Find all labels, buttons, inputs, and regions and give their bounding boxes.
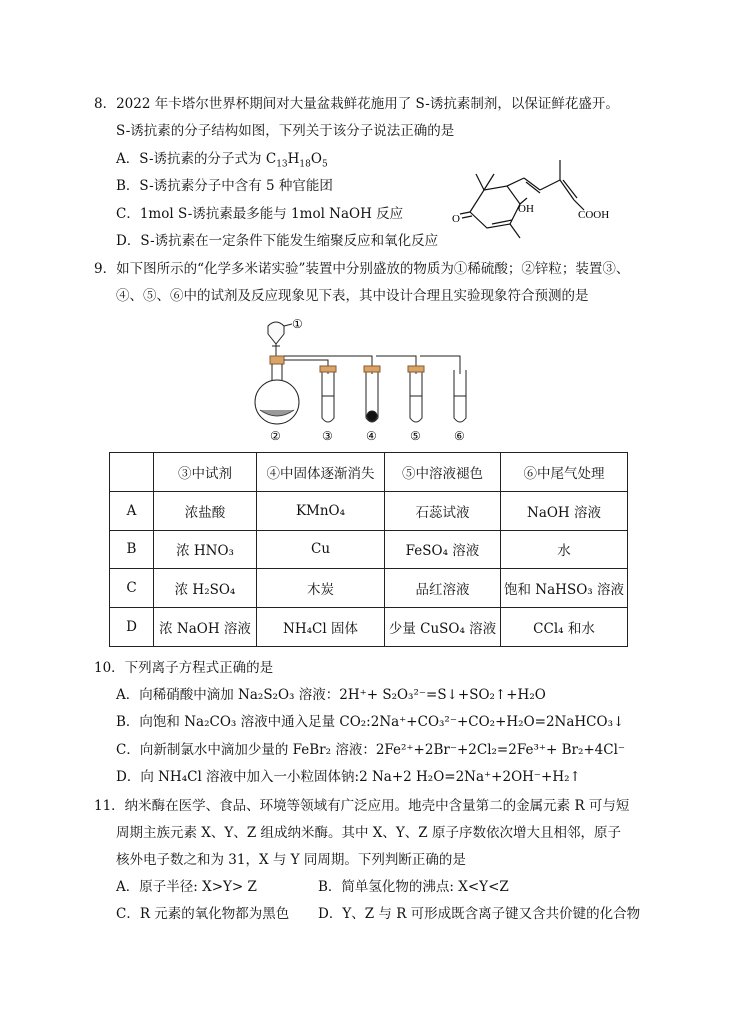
q8-stem-line1: 8．2022 年卡塔尔世界杯期间对大量盆栽鲜花施用了 S-诱抗素制剂，以保证鲜花盛开。 bbox=[94, 96, 619, 112]
table-row bbox=[110, 569, 628, 608]
q10-option-b: B．向饱和 Na₂CO₃ 溶液中通入足量 CO₂:2Na⁺+CO₃²⁻+CO₂+H₂O=2NaHCO₃↓ bbox=[116, 714, 625, 730]
label-1: ① bbox=[292, 317, 303, 331]
table-cell: C bbox=[110, 569, 154, 608]
table-cell: D bbox=[110, 608, 154, 647]
table-cell: B bbox=[110, 530, 154, 569]
q8-option-b: B．S-诱抗素分子中含有 5 种官能团 bbox=[116, 178, 333, 194]
table-row bbox=[110, 530, 628, 569]
q10-stem: 10．下列离子方程式正确的是 bbox=[94, 660, 274, 676]
table-cell: NH₄Cl 固体 bbox=[257, 608, 385, 647]
cooh-label: COOH bbox=[578, 209, 610, 221]
s-abscisic-acid-structure bbox=[432, 152, 622, 252]
table-cell: 饱和 NaHSO₃ 溶液 bbox=[501, 569, 628, 608]
label-5: ⑤ bbox=[410, 429, 421, 443]
table-cell: 水 bbox=[501, 530, 628, 569]
table-header-row bbox=[110, 453, 628, 492]
table-cell: 品红溶液 bbox=[385, 569, 501, 608]
table-row bbox=[110, 491, 628, 530]
q11-option-b: B．简单氢化物的沸点: X<Y<Z bbox=[318, 879, 509, 895]
label-2: ② bbox=[270, 429, 281, 443]
table-cell: 浓 NaOH 溶液 bbox=[154, 608, 257, 647]
reagent-table bbox=[109, 452, 628, 647]
q8-option-d: D．S-诱抗素在一定条件下能发生缩聚反应和氧化反应 bbox=[116, 233, 439, 249]
q10-option-c: C．向新制氯水中滴加少量的 FeBr₂ 溶液：2Fe²⁺+2Br⁻+2Cl₂=2Fe³⁺+ Br₂+4Cl⁻ bbox=[116, 742, 626, 758]
q11-option-d: D．Y、Z 与 R 可形成既含离子键又含共价键的化合物 bbox=[318, 906, 641, 922]
table-cell: 浓 H₂SO₄ bbox=[154, 569, 257, 608]
table-cell: 木炭 bbox=[257, 569, 385, 608]
label-3: ③ bbox=[322, 429, 333, 443]
table-header-cell: ⑥中尾气处理 bbox=[501, 453, 628, 492]
table-cell: KMnO₄ bbox=[257, 491, 385, 530]
table-cell: 石蕊试液 bbox=[385, 491, 501, 530]
q9-stem-line2: ④、⑤、⑥中的试剂及反应现象见下表，其中设计合理且实验现象符合预测的是 bbox=[116, 288, 589, 304]
table-cell: Cu bbox=[257, 530, 385, 569]
table-cell: FeSO₄ 溶液 bbox=[385, 530, 501, 569]
q10-option-d: D．向 NH₄Cl 溶液中加入一小粒固体钠:2 Na+2 H₂O=2Na⁺+2OH⁻+H₂↑ bbox=[116, 769, 581, 785]
table-row bbox=[110, 608, 628, 647]
table-cell: A bbox=[110, 491, 154, 530]
table-header-cell bbox=[110, 453, 154, 492]
oh-label: OH bbox=[518, 203, 534, 215]
q11-stem-line3: 核外电子数之和为 31，X 与 Y 同周期。下列判断正确的是 bbox=[116, 852, 466, 868]
q11-option-c: C．R 元素的氧化物都为黑色 bbox=[116, 906, 290, 922]
q9-stem-line1: 9．如下图所示的“化学多米诺实验”装置中分别盛放的物质为①稀硫酸；②锌粒；装置③、 bbox=[94, 261, 630, 277]
q11-stem-line1: 11．纳米酶在医学、食品、环境等领域有广泛应用。地壳中含量第二的金属元素 R 可与短 bbox=[94, 798, 630, 814]
q8-option-c: C．1mol S-诱抗素最多能与 1mol NaOH 反应 bbox=[116, 206, 404, 222]
q11-option-a: A．原子半径: X>Y> Z bbox=[116, 879, 257, 895]
table-cell: NaOH 溶液 bbox=[501, 491, 628, 530]
table-header-cell: ⑤中溶液褪色 bbox=[385, 453, 501, 492]
q11-stem-line2: 周期主族元素 X、Y、Z 组成纳米酶。其中 X、Y、Z 原子序数依次增大且相邻，原子 bbox=[116, 825, 621, 841]
label-6: ⑥ bbox=[454, 429, 465, 443]
table-cell: 浓盐酸 bbox=[154, 491, 257, 530]
domino-apparatus-diagram bbox=[246, 310, 506, 450]
carbonyl-o-label: O bbox=[452, 213, 460, 225]
table-cell: 浓 HNO₃ bbox=[154, 530, 257, 569]
table-header-cell: ③中试剂 bbox=[154, 453, 257, 492]
q10-option-a: A．向稀硝酸中滴加 Na₂S₂O₃ 溶液：2H⁺+ S₂O₃²⁻=S↓+SO₂↑+H₂O bbox=[116, 687, 546, 703]
q8-option-a: A．S-诱抗素的分子式为 $C_{13}H_{18}O_5$ bbox=[116, 151, 328, 170]
table-cell: CCl₄ 和水 bbox=[501, 608, 628, 647]
table-cell: 少量 CuSO₄ 溶液 bbox=[385, 608, 501, 647]
q8-stem-line2: S-诱抗素的分子结构如图，下列关于该分子说法正确的是 bbox=[116, 123, 455, 139]
label-4: ④ bbox=[366, 429, 377, 443]
table-header-cell: ④中固体逐渐消失 bbox=[257, 453, 385, 492]
